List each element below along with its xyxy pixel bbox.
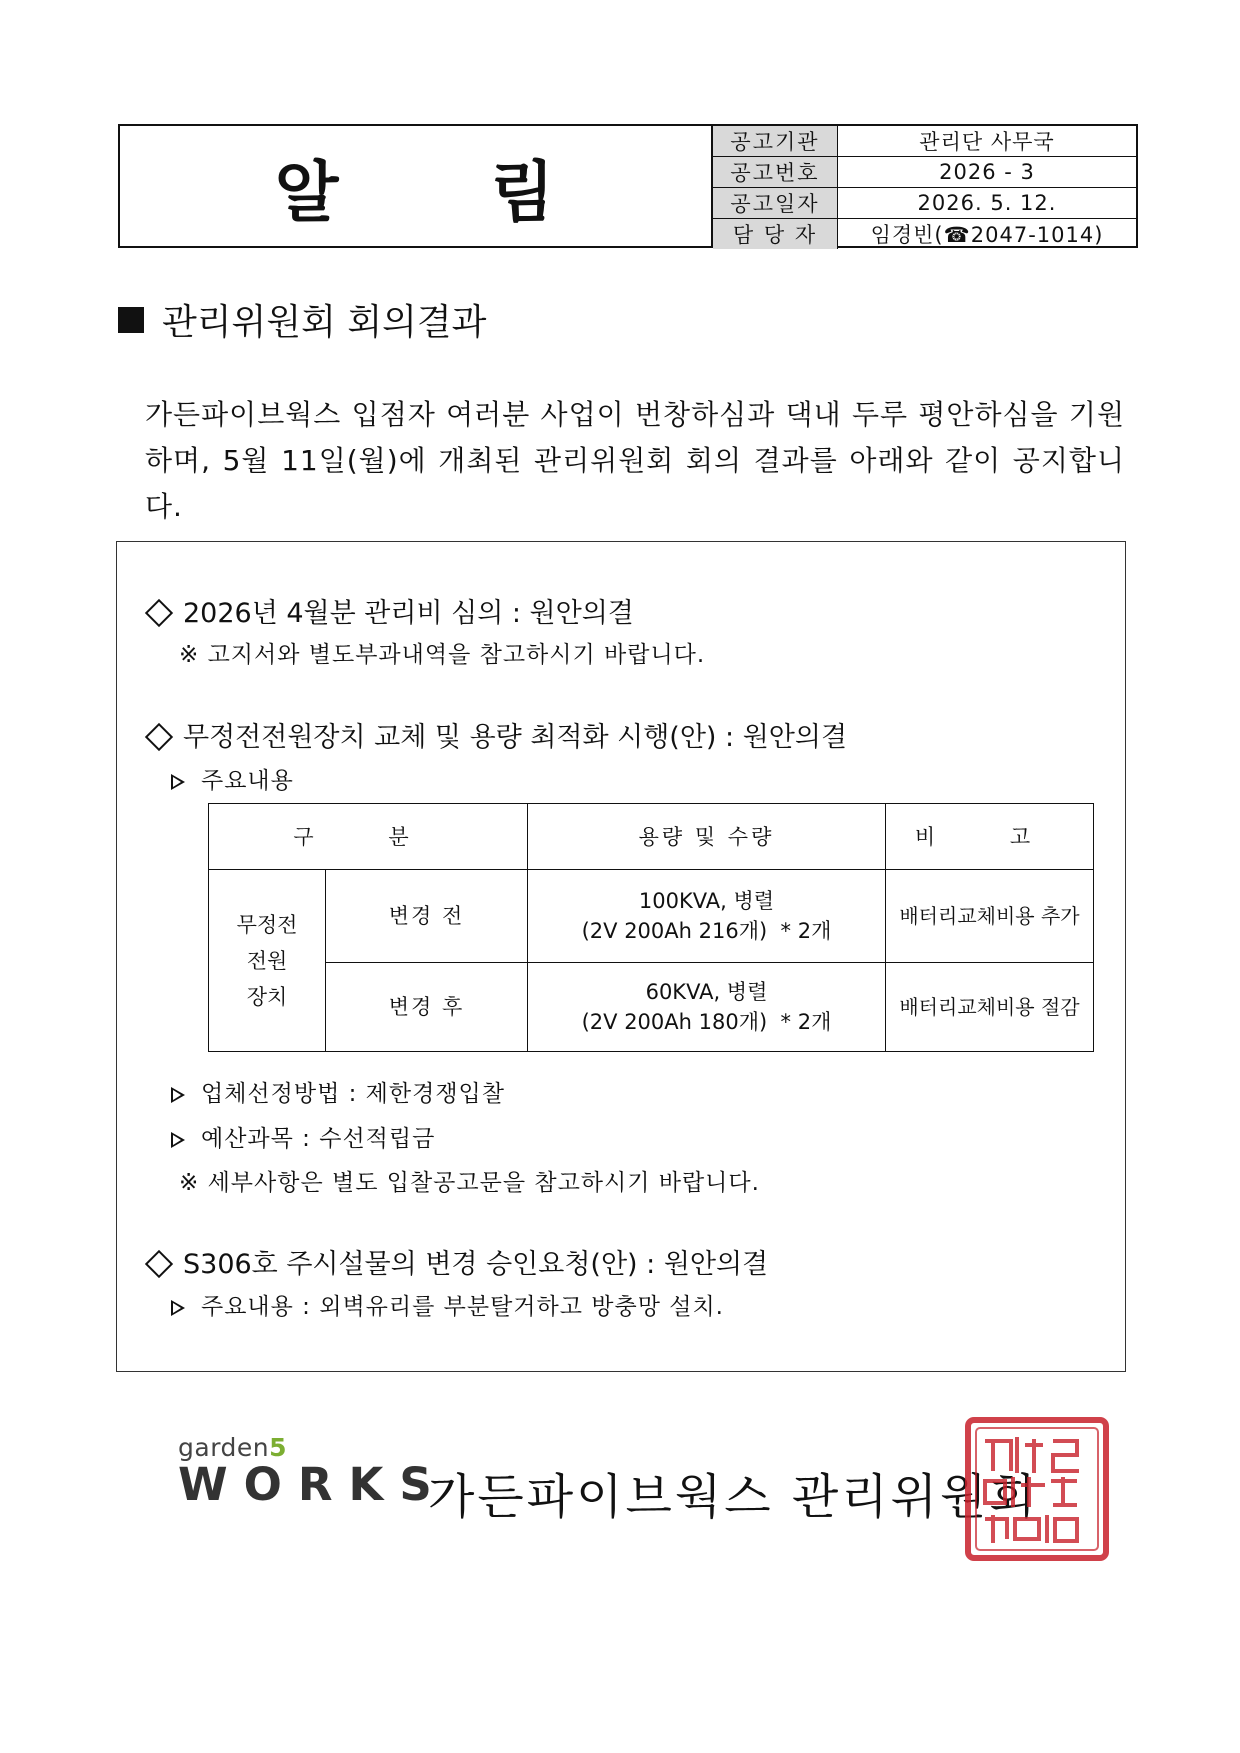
logo-works: WORKS [178, 1458, 448, 1511]
notice-header-box [118, 124, 1138, 248]
meta-row [713, 126, 1136, 157]
section-heading [118, 294, 486, 345]
logo-garden: garden [178, 1433, 270, 1462]
diamond-bullet-icon [145, 723, 173, 751]
table-row [209, 963, 1094, 1052]
meta-row [713, 219, 1136, 249]
notice-title [120, 126, 713, 246]
meta-label: 공고기관 [713, 126, 838, 156]
capacity-line: 60KVA, 병렬 [645, 980, 768, 1004]
garden5-works-logo [178, 1433, 448, 1511]
sub-label: 업체선정방법 : 제한경쟁입찰 [201, 1081, 505, 1107]
table-cell: 배터리교체비용 추가 [885, 870, 1093, 963]
table-header-cell: 용량 및 수량 [527, 804, 885, 870]
table-header-cell: 구 분 [209, 804, 528, 870]
notice-meta-table [713, 126, 1136, 246]
table-group-cell [209, 870, 326, 1052]
agenda-item-2-sub [171, 762, 294, 795]
triangle-bullet-icon [171, 1087, 185, 1103]
agenda-item-1 [143, 591, 634, 630]
group-line: 장치 [246, 984, 288, 1009]
diamond-bullet-icon [145, 599, 173, 627]
table-cell: 배터리교체비용 절감 [885, 963, 1093, 1052]
meta-label: 공고일자 [713, 188, 838, 218]
results-box [116, 541, 1126, 1372]
meta-value: 2026. 5. 12. [917, 191, 1057, 215]
sub-label: 예산과목 : 수선적립금 [201, 1126, 436, 1152]
ups-table [208, 803, 1094, 1052]
official-seal-stamp [963, 1415, 1111, 1563]
intro-paragraph: 가든파이브웍스 입점자 여러분 사업이 번창하심과 댁내 두루 평안하심을 기원하며, 5월 11일(월)에 개최된 관리위원회 회의 결과를 아래와 같이 공지합니다. [145, 398, 1125, 523]
title-right: 림 [490, 153, 557, 231]
meta-row [713, 157, 1136, 188]
meta-value: 관리단 사무국 [919, 130, 1055, 154]
capacity-line: (2V 200Ah 216개) * 2개 [581, 919, 832, 943]
table-cell: 변경 후 [326, 963, 528, 1052]
diamond-bullet-icon [145, 1250, 173, 1278]
sub-label: 주요내용 [201, 768, 294, 794]
sub-label: 주요내용 : 외벽유리를 부분탈거하고 방충망 설치. [201, 1294, 724, 1320]
section-title: 관리위원회 회의결과 [162, 302, 487, 343]
meta-label: 담 당 자 [713, 219, 838, 249]
agenda-item-2-title: 무정전전원장치 교체 및 용량 최적화 시행(안) : 원안의결 [183, 722, 848, 753]
meta-row [713, 188, 1136, 219]
table-row [209, 870, 1094, 963]
table-cell: 변경 전 [326, 870, 528, 963]
agenda-item-2 [143, 715, 847, 754]
agenda-item-1-title: 2026년 4월분 관리비 심의 : 원안의결 [183, 598, 634, 629]
agenda-item-3-sub [171, 1288, 724, 1321]
capacity-line: (2V 200Ah 180개) * 2개 [581, 1010, 832, 1034]
square-bullet-icon [118, 307, 144, 333]
logo-five: 5 [269, 1433, 288, 1462]
group-line: 전원 [246, 948, 288, 973]
group-line: 무정전 [236, 912, 298, 937]
triangle-bullet-icon [171, 1300, 185, 1316]
agenda-item-1-note: ※ 고지서와 별도부과내역을 참고하시기 바랍니다. [179, 642, 706, 668]
table-cell [527, 963, 885, 1052]
meta-label: 공고번호 [713, 157, 838, 187]
agenda-item-2-budget [171, 1120, 435, 1153]
table-header-cell: 비 고 [885, 804, 1093, 870]
table-cell [527, 870, 885, 963]
capacity-line: 100KVA, 병렬 [638, 889, 775, 913]
table-header-row [209, 804, 1094, 870]
triangle-bullet-icon [171, 1132, 185, 1148]
agenda-item-2-method [171, 1075, 505, 1108]
committee-name: 가든파이브웍스 관리위원회 [428, 1469, 1039, 1525]
agenda-item-3-title: S306호 주시설물의 변경 승인요청(안) : 원안의결 [183, 1249, 769, 1280]
title-left: 알 [274, 153, 341, 231]
agenda-item-2-note: ※ 세부사항은 별도 입찰공고문을 참고하시기 바랍니다. [179, 1170, 760, 1196]
agenda-item-3 [143, 1242, 768, 1281]
meta-value: 임경빈(☎2047-1014) [870, 223, 1104, 247]
triangle-bullet-icon [171, 774, 185, 790]
meta-value: 2026 - 3 [939, 160, 1035, 184]
